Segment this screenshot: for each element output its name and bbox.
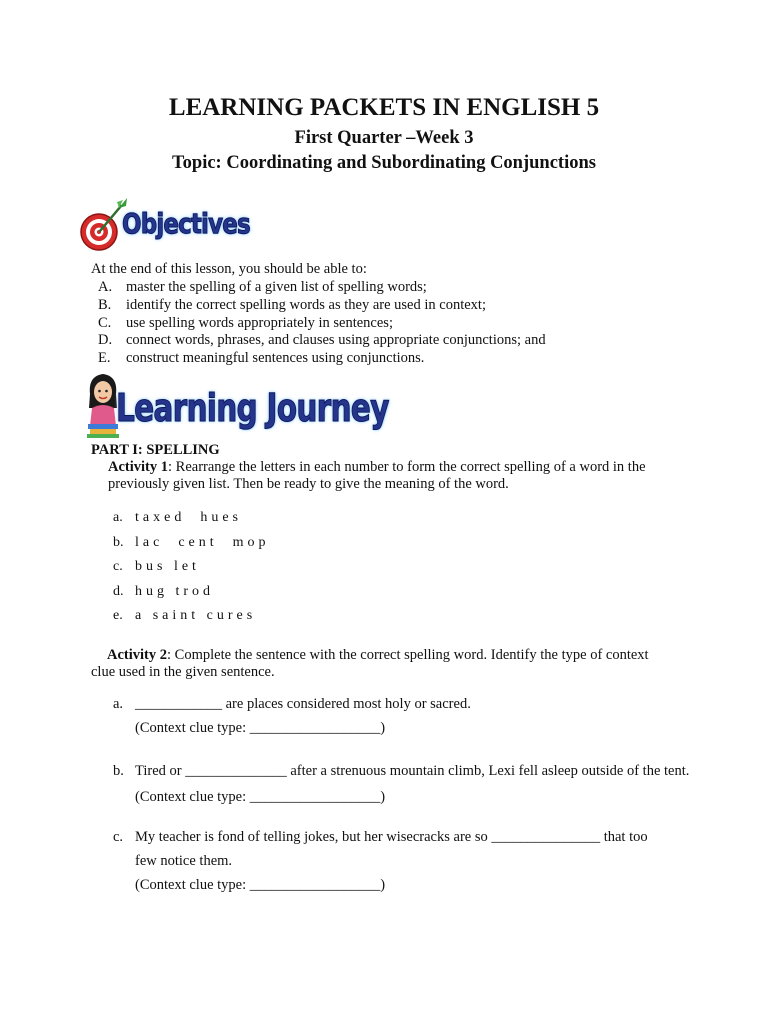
list-item bbox=[113, 531, 270, 556]
activity-2-label: Activity 2 bbox=[107, 647, 167, 663]
list-item bbox=[98, 350, 546, 368]
scrambled-word: bus let bbox=[135, 559, 200, 574]
sentence-letter: b. bbox=[113, 763, 124, 779]
list-item bbox=[113, 580, 270, 605]
objectives-intro: At the end of this lesson, you should be able to: bbox=[91, 261, 367, 277]
list-item bbox=[113, 555, 270, 580]
list-item-text: construct meaningful sentences using conjunctions. bbox=[126, 350, 425, 367]
list-item-letter: b. bbox=[113, 534, 124, 550]
sentence-item bbox=[113, 825, 658, 897]
context-clue-line: (Context clue type: __________________) bbox=[135, 720, 386, 736]
activity-2-text: : Complete the sentence with the correct spelling word. Identify the type of context clue used in the given sentence. bbox=[91, 647, 649, 680]
objectives-list bbox=[98, 279, 546, 368]
topic-subtitle: Topic: Coordinating and Subordinating Conjunctions bbox=[172, 153, 596, 173]
list-item bbox=[98, 297, 546, 315]
context-clue-line: (Context clue type: __________________) bbox=[135, 789, 386, 805]
list-item-text: use spelling words appropriately in sentences; bbox=[126, 314, 393, 331]
list-item bbox=[113, 604, 270, 629]
sentence-item bbox=[113, 759, 693, 809]
objectives-banner-text: Objectives bbox=[122, 207, 250, 240]
sentence-text: My teacher is fond of telling jokes, but her wisecracks are so _______________ that too few notice them. bbox=[135, 829, 648, 869]
list-item-letter: B. bbox=[98, 296, 112, 313]
sentence-letter: c. bbox=[113, 829, 124, 845]
list-item-letter: D. bbox=[98, 332, 113, 349]
sentence-text: Tired or ______________ after a strenuous mountain climb, Lexi fell asleep outside of the tent. bbox=[135, 763, 690, 779]
list-item-letter: a. bbox=[113, 510, 123, 525]
objectives-banner bbox=[76, 192, 266, 254]
list-item-letter: A. bbox=[98, 279, 113, 295]
list-item-text: identify the correct spelling words as they are used in context; bbox=[126, 296, 486, 313]
scrambled-word: hug trod bbox=[135, 583, 215, 599]
part-heading: PART I: SPELLING bbox=[91, 442, 220, 458]
context-clue-line: (Context clue type: __________________) bbox=[135, 877, 386, 893]
scrambled-word: lac cent mop bbox=[135, 534, 270, 550]
learning-journey-banner-text: Learning Journey bbox=[116, 386, 389, 430]
sentence-text: ____________ are places considered most holy or sacred. bbox=[135, 696, 471, 712]
scrambled-word: a saint cures bbox=[135, 608, 257, 623]
list-item-letter: d. bbox=[113, 583, 124, 599]
page-title: LEARNING PACKETS IN ENGLISH 5 bbox=[168, 94, 600, 121]
activity-1-text: : Rearrange the letters in each number to form the correct spelling of a word in the previously given list. Then be ready to give the meaning of the word. bbox=[108, 459, 646, 492]
list-item-letter: C. bbox=[98, 314, 112, 331]
activity-1-instructions bbox=[108, 459, 668, 492]
sentence-item bbox=[113, 692, 693, 740]
activity-2-instructions bbox=[91, 647, 671, 680]
learning-journey-banner bbox=[84, 368, 414, 440]
quarter-subtitle: First Quarter –Week 3 bbox=[294, 128, 474, 148]
list-item-text: master the spelling of a given list of spelling words; bbox=[126, 279, 427, 295]
list-item bbox=[113, 506, 270, 531]
scrambled-word-list bbox=[113, 506, 270, 629]
sentence-letter: a. bbox=[113, 696, 124, 712]
activity-1-label: Activity 1 bbox=[108, 459, 168, 475]
list-item-text: connect words, phrases, and clauses using appropriate conjunctions; and bbox=[126, 332, 546, 349]
list-item-letter: c. bbox=[113, 559, 123, 574]
list-item bbox=[98, 315, 546, 333]
list-item-letter: e. bbox=[113, 608, 123, 623]
scrambled-word: taxed hues bbox=[135, 510, 242, 525]
list-item bbox=[98, 332, 546, 350]
list-item-letter: E. bbox=[98, 350, 111, 367]
list-item bbox=[98, 279, 546, 297]
